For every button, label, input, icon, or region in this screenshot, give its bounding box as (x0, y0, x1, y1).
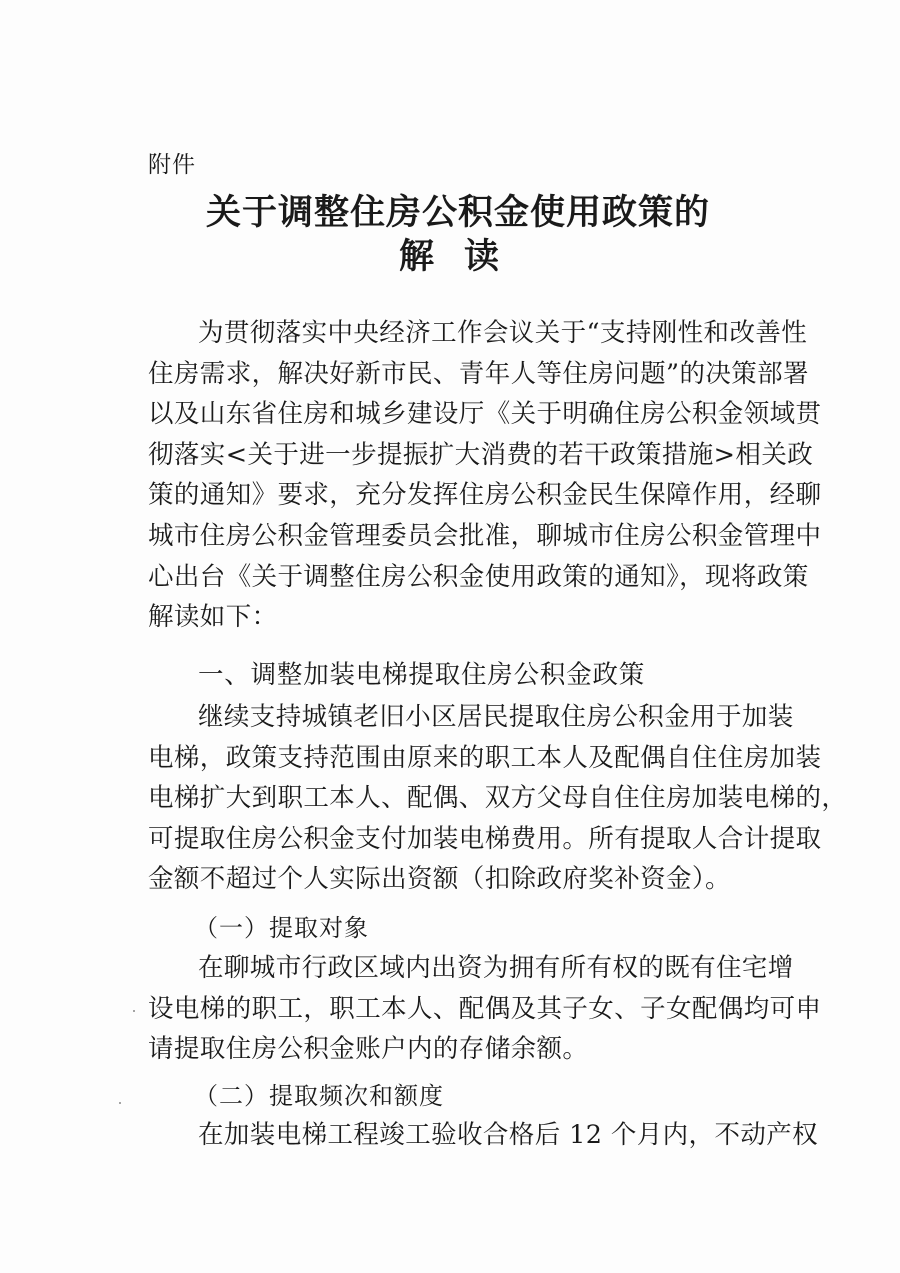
subsection-1-line: 在聊城市行政区域内出资为拥有所有权的既有住宅增 (198, 953, 794, 983)
section-1-line: 可提取住房公积金支付加装电梯费用。所有提取人合计提取 (148, 823, 822, 854)
section-1-paragraph (148, 697, 848, 900)
section-1-line: 电梯扩大到职工本人、配偶、双方父母自住住房加装电梯的， (148, 783, 848, 814)
intro-line: 策的通知》要求，充分发挥住房公积金民生保障作用，经聊 (148, 480, 822, 511)
section-1-line: 金额不超过个人实际出资额（扣除政府奖补资金）。 (148, 864, 731, 895)
subsection-2-line: 在加装电梯工程竣工验收合格后 12 个月内，不动产权 (198, 1120, 819, 1150)
subsection-1-paragraph (148, 948, 822, 1070)
subsection-1-heading: （一）提取对象 (194, 914, 369, 942)
intro-line: 解读如下： (148, 602, 278, 633)
section-1-line: 电梯，政策支持范围由原来的职工本人及配偶自住住房加装 (148, 742, 822, 773)
document-title-line-2: 解读 (398, 237, 529, 277)
subsection-2-heading: （二）提取频次和额度 (194, 1082, 444, 1110)
document-title-line-1: 关于调整住房公积金使用政策的 (205, 193, 710, 233)
intro-line: 城市住房公积金管理委员会批准，聊城市住房公积金管理中 (148, 520, 822, 551)
intro-line: 为贯彻落实中央经济工作会议关于“支持刚性和改善性 (198, 318, 808, 348)
intro-line: 以及山东省住房和城乡建设厅《关于明确住房公积金领域贯 (148, 399, 822, 430)
subsection-1-line: 请提取住房公积金账户内的存储余额。 (148, 1034, 589, 1065)
intro-paragraph (148, 313, 822, 638)
subsection-2-paragraph (148, 1115, 819, 1156)
section-1-heading: 一、调整加装电梯提取住房公积金政策 (198, 660, 646, 690)
intro-line: 心出台《关于调整住房公积金使用政策的通知》，现将政策 (148, 561, 809, 592)
section-1-line: 继续支持城镇老旧小区居民提取住房公积金用于加装 (198, 702, 794, 732)
scan-speck (133, 1010, 135, 1012)
subsection-1-line: 设电梯的职工，职工本人、配偶及其子女、子女配偶均可申 (148, 993, 822, 1024)
attachment-label: 附件 (148, 152, 196, 178)
intro-line: 彻落实<关于进一步提振扩大消费的若干政策措施>相关政 (148, 439, 814, 470)
intro-line: 住房需求，解决好新市民、青年人等住房问题”的决策部署 (148, 358, 809, 389)
scan-speck (119, 1102, 121, 1104)
